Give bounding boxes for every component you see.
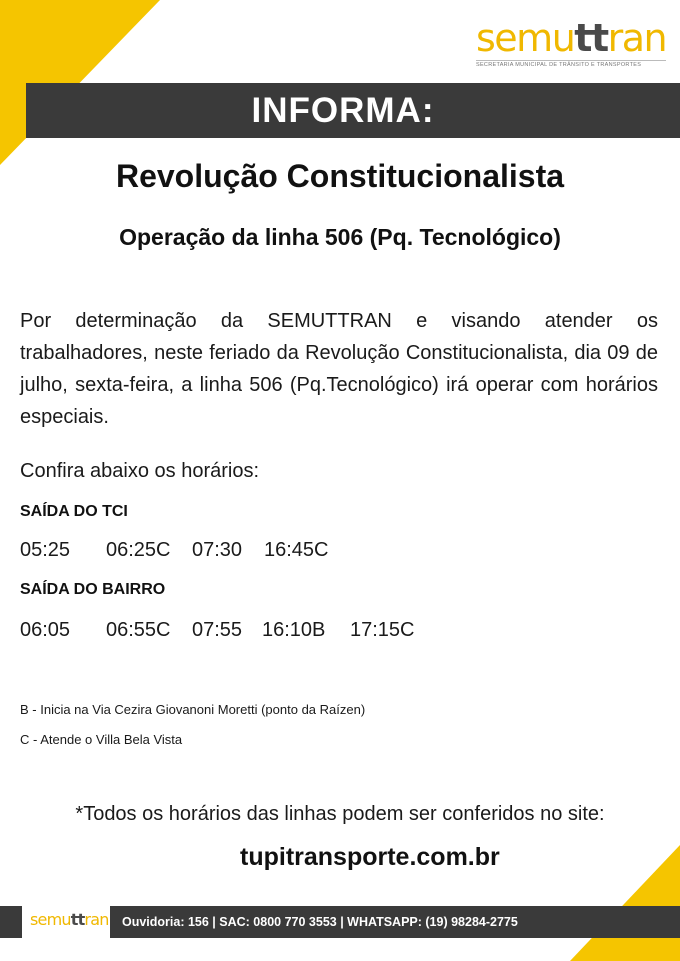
- tci-label: SAÍDA DO TCI: [20, 503, 128, 520]
- time-entry: 16:45C: [264, 539, 329, 561]
- corner-accent-bottom-right: [570, 845, 680, 961]
- time-entry: 07:55: [192, 619, 243, 641]
- page-title: Revolução Constitucionalista: [115, 158, 565, 194]
- footer-dark-block: [0, 906, 22, 938]
- announcement-body: Por determinação da SEMUTTRAN e visando atender os trabalhadores, neste feriado da Revolução Constitucionalista, dia 09 de julho, sexta-feira, a linha 506 (Pq.Tecnológico) irá operar com horários especiais.: [20, 310, 658, 428]
- website-link[interactable]: tupitransporte.com.br: [240, 843, 500, 871]
- semuttran-logo-small: semuttran: [30, 910, 109, 929]
- semuttran-logo: semuttran SECRETARIA MUNICIPAL DE TRÂNSITO E TRANSPORTES: [476, 16, 667, 68]
- time-entry: 05:25: [20, 539, 71, 561]
- time-entry: 17:15C: [350, 619, 415, 641]
- time-entry: 07:30: [192, 539, 243, 561]
- footer-bar: [0, 906, 680, 938]
- contact-strip: Ouvidoria: 156 | SAC: 0800 770 3553 | WHATSAPP: (19) 98284-2775: [110, 906, 680, 938]
- time-entry: 06:55C: [106, 619, 171, 641]
- note-c: C - Atende o Villa Bela Vista: [20, 732, 183, 747]
- tci-times: [20, 539, 329, 562]
- note-b: B - Inicia na Via Cezira Giovanoni Moretti (ponto da Raízen): [20, 702, 366, 717]
- site-note: *Todos os horários das linhas podem ser conferidos no site:: [75, 803, 605, 825]
- bairro-label: SAÍDA DO BAIRRO: [20, 581, 166, 598]
- logo-subtitle: SECRETARIA MUNICIPAL DE TRÂNSITO E TRANSPORTES: [476, 60, 666, 68]
- time-entry: 16:10B: [262, 619, 326, 641]
- bairro-times: [20, 619, 415, 642]
- informa-banner: [26, 83, 680, 138]
- time-entry: 06:05: [20, 619, 71, 641]
- schedule-intro: Confira abaixo os horários:: [20, 460, 260, 482]
- time-entry: 06:25C: [106, 539, 171, 561]
- banner-text: INFORMA:: [251, 90, 435, 130]
- page-subtitle: Operação da linha 506 (Pq. Tecnológico): [119, 224, 561, 250]
